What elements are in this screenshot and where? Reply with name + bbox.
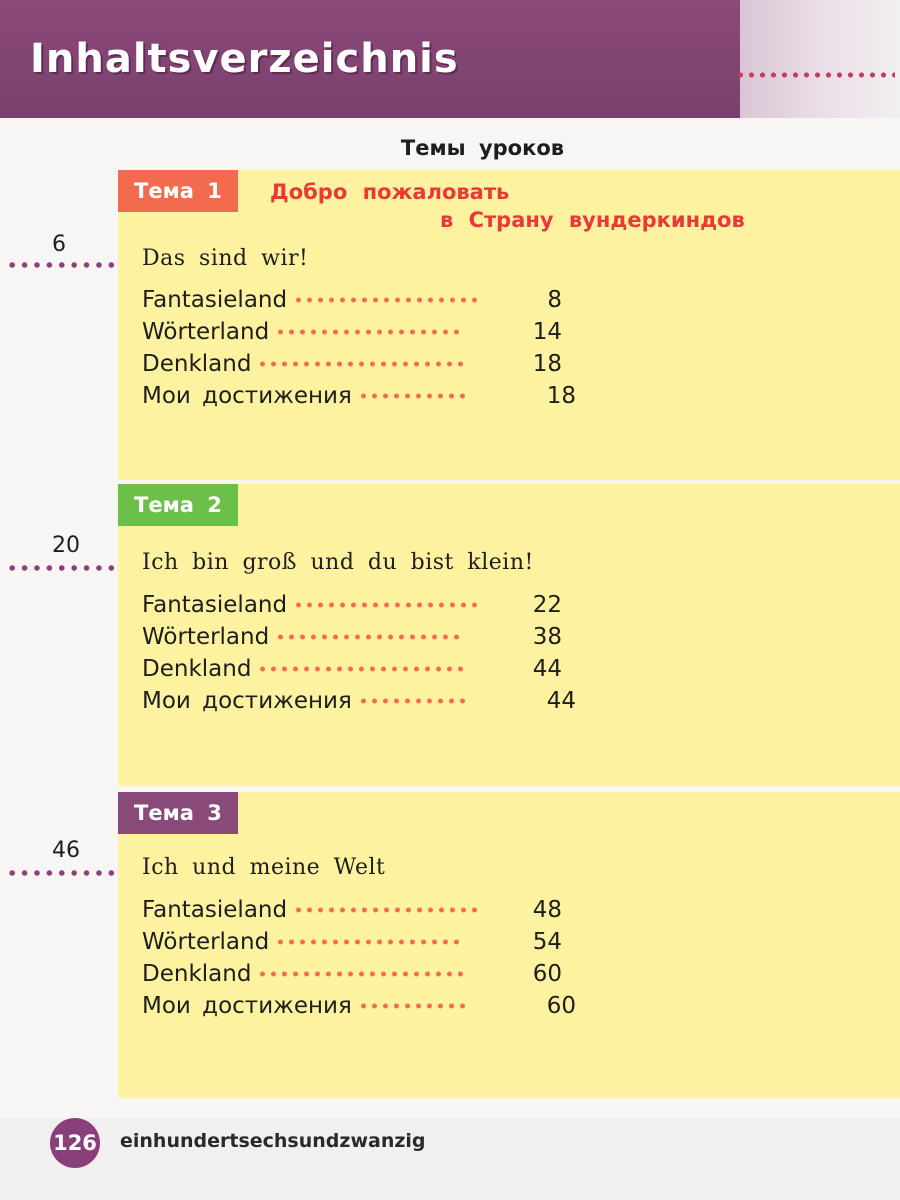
- left-dotted-line-1: [6, 260, 118, 270]
- header-dotted-line: [735, 70, 895, 80]
- toc-entry[interactable]: [142, 958, 582, 990]
- toc-entry[interactable]: [142, 990, 582, 1022]
- toc-entry[interactable]: [142, 653, 582, 685]
- page-title: Inhaltsverzeichnis: [30, 36, 459, 82]
- dot-leader: [358, 1001, 468, 1011]
- dot-leader: [275, 937, 461, 947]
- toc-entry-page: 22: [532, 592, 562, 618]
- lesson-title-3: Ich und meine Welt: [142, 855, 386, 880]
- toc-entry-page: 8: [547, 287, 562, 313]
- toc-entry-page: 44: [546, 688, 576, 714]
- toc-entry[interactable]: [142, 348, 582, 380]
- theme-title-1-line1: Добро пожаловать: [270, 180, 510, 204]
- toc-entry-label: Мои достижения: [142, 993, 352, 1019]
- header: [0, 0, 900, 135]
- footer-page-word: einhundertsechsundzwanzig: [120, 1130, 426, 1152]
- toc-entry[interactable]: [142, 926, 582, 958]
- dot-leader: [358, 696, 468, 706]
- toc-entry-label: Fantasieland: [142, 592, 288, 618]
- theme-start-page-2: 20: [52, 533, 80, 558]
- toc-entry-page: 38: [532, 624, 562, 650]
- lesson-title-2: Ich bin groß und du bist klein!: [142, 550, 534, 575]
- theme-badge-2: Тема 2: [118, 484, 238, 526]
- toc-entry-label: Denkland: [142, 656, 252, 682]
- toc-entry-label: Мои достижения: [142, 383, 352, 409]
- toc-entry[interactable]: [142, 589, 582, 621]
- lesson-title-1: Das sind wir!: [142, 246, 309, 271]
- toc-entry-page: 44: [532, 656, 562, 682]
- toc-entry-label: Мои достижения: [142, 688, 352, 714]
- theme-badge-1: Тема 1: [118, 170, 238, 212]
- section-subtitle: Темы уроков: [400, 136, 565, 160]
- dot-leader: [257, 664, 465, 674]
- toc-entry-page: 60: [546, 993, 576, 1019]
- theme-badge-3: Тема 3: [118, 792, 238, 834]
- toc-entry-label: Wörterland: [142, 929, 270, 955]
- toc-entry-label: Fantasieland: [142, 287, 288, 313]
- toc-entry[interactable]: [142, 316, 582, 348]
- dot-leader: [293, 295, 479, 305]
- toc-entry-label: Denkland: [142, 961, 252, 987]
- toc-entry-page: 18: [546, 383, 576, 409]
- dot-leader: [257, 969, 465, 979]
- toc-entry-page: 60: [532, 961, 562, 987]
- left-dotted-line-2: [6, 563, 118, 573]
- dot-leader: [293, 600, 479, 610]
- toc-entry-page: 18: [532, 351, 562, 377]
- toc-entry-label: Wörterland: [142, 624, 270, 650]
- theme-start-page-1: 6: [52, 232, 66, 257]
- theme-start-page-3: 46: [52, 838, 80, 863]
- theme-title-1-line2: в Страну вундеркиндов: [440, 208, 745, 232]
- dot-leader: [257, 359, 465, 369]
- toc-entry[interactable]: [142, 685, 582, 717]
- toc-entry-page: 48: [532, 897, 562, 923]
- toc-entry-label: Fantasieland: [142, 897, 288, 923]
- toc-entry-page: 54: [532, 929, 562, 955]
- toc-entry-label: Wörterland: [142, 319, 270, 345]
- dot-leader: [275, 632, 461, 642]
- dot-leader: [293, 905, 479, 915]
- toc-entry[interactable]: [142, 894, 582, 926]
- footer-page-number: 126: [50, 1118, 100, 1168]
- toc-entry[interactable]: [142, 380, 582, 412]
- toc-entry-page: 14: [532, 319, 562, 345]
- dot-leader: [358, 391, 468, 401]
- toc-entry[interactable]: [142, 621, 582, 653]
- header-accent: [740, 0, 900, 118]
- toc-entry-label: Denkland: [142, 351, 252, 377]
- dot-leader: [275, 327, 461, 337]
- toc-entry[interactable]: [142, 284, 582, 316]
- left-dotted-line-3: [6, 868, 118, 878]
